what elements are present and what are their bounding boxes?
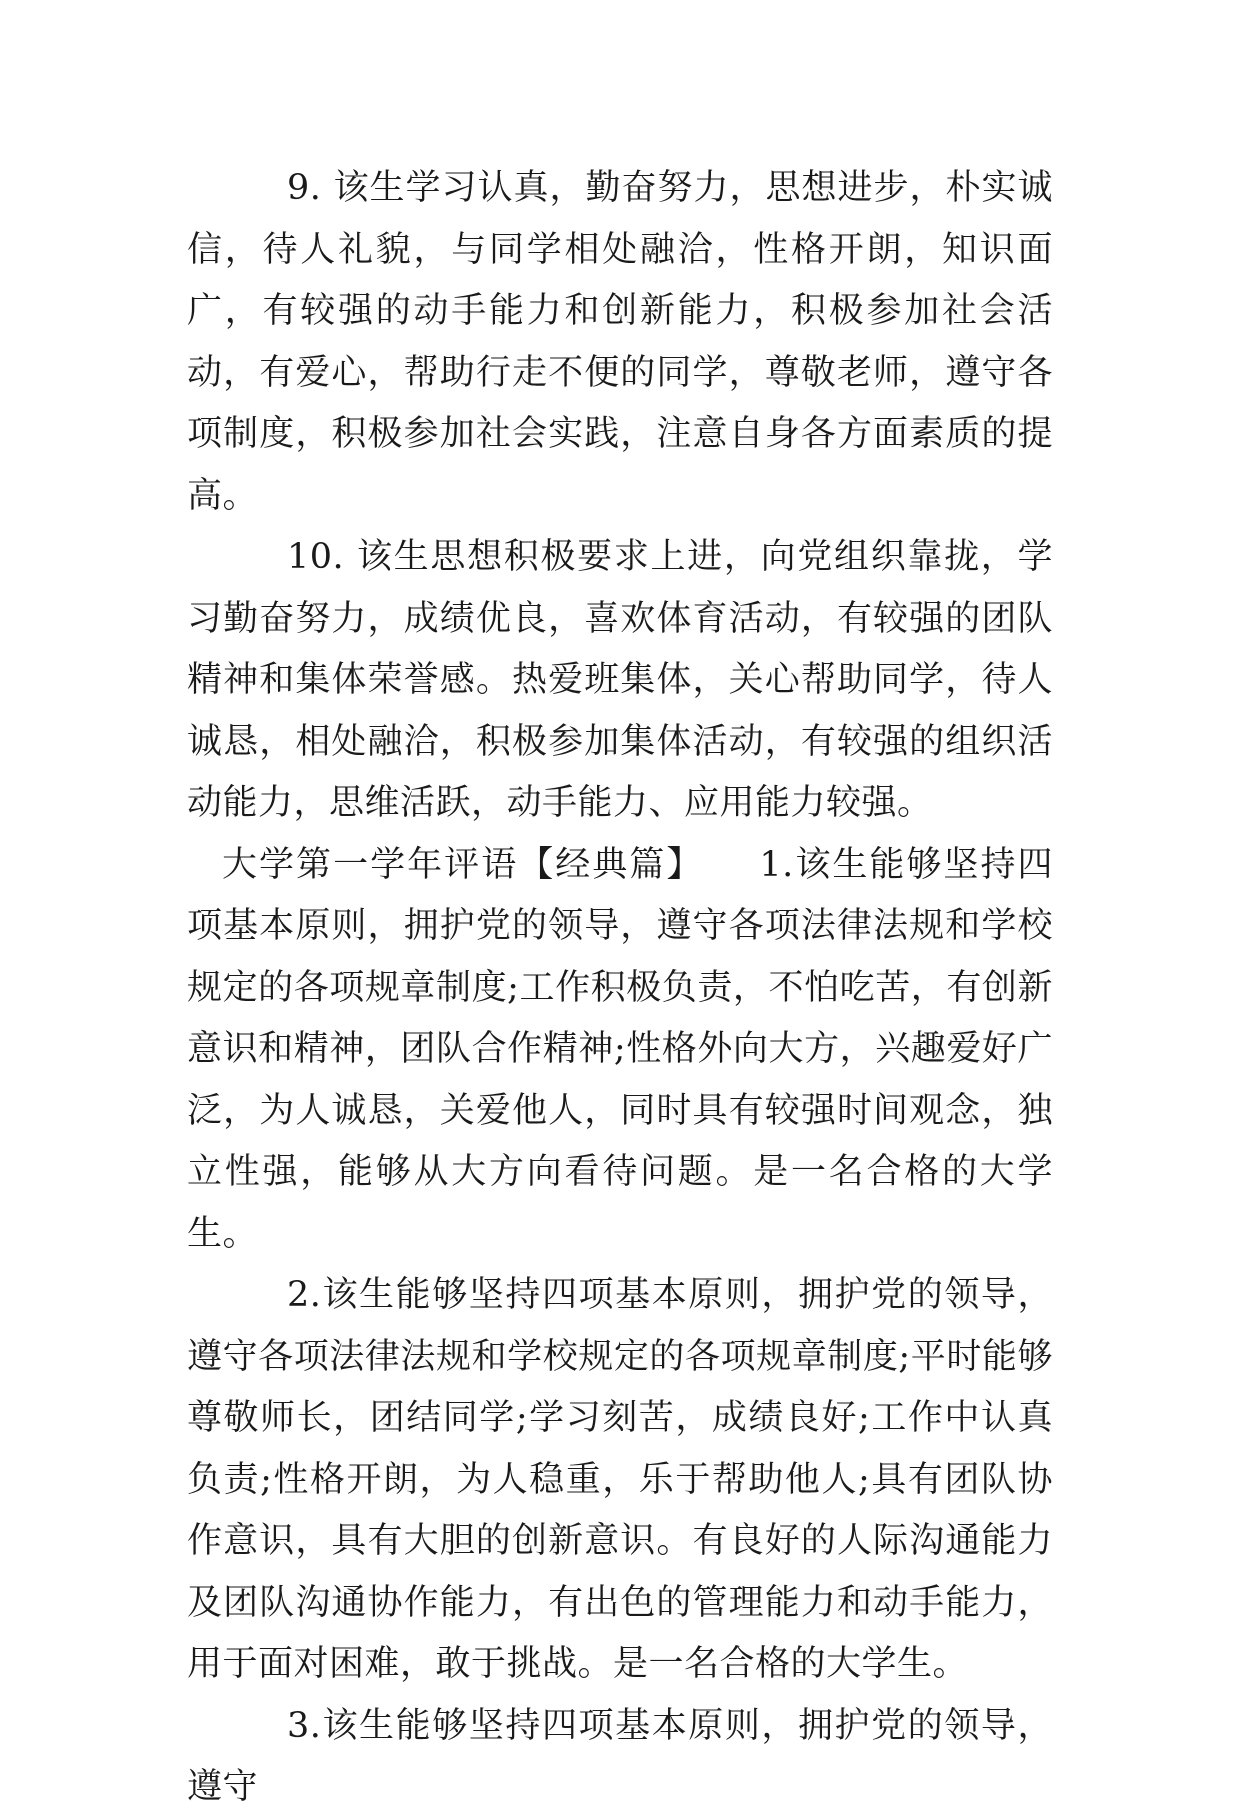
paragraph-comment-2 [187,1265,1053,1696]
paragraph-comment-9 [187,158,1053,527]
paragraph-section-start [187,835,1053,1266]
paragraph-text: 10. 该生思想积极要求上进，向党组织靠拢，学习勤奋努力，成绩优良，喜欢体育活动，有较强的团队精神和集体荣誉感。热爱班集体，关心帮助同学，待人诚恳，相处融洽，积极参加集体活动，有较强的组织活动能力，思维活跃，动手能力、应用能力较强。 [187,537,1053,823]
section-title: 大学第一学年评语【经典篇】 [222,844,704,885]
paragraph-comment-3 [187,1696,1053,1819]
paragraph-text: 9. 该生学习认真，勤奋努力，思想进步，朴实诚信，待人礼貌，与同学相处融洽，性格开朗，知识面广，有较强的动手能力和创新能力，积极参加社会活动，有爱心，帮助行走不便的同学，尊敬老师，遵守各项制度，积极参加社会实践，注意自身各方面素质的提高。 [187,168,1053,516]
paragraph-text: 1.该生能够坚持四项基本原则，拥护党的领导，遵守各项法律法规和学校规定的各项规章制度;工作积极负责，不怕吃苦，有创新意识和精神，团队合作精神;性格外向大方，兴趣爱好广泛，为人诚恳，关爱他人，同时具有较强时间观念，独立性强，能够从大方向看待问题。是一名合格的大学生。 [187,844,1053,1254]
paragraph-comment-10 [187,527,1053,835]
document-body [187,158,1053,1819]
paragraph-text: 3.该生能够坚持四项基本原则，拥护党的领导，遵守 [187,1705,1053,1807]
paragraph-text: 2.该生能够坚持四项基本原则，拥护党的领导，遵守各项法律法规和学校规定的各项规章制度;平时能够尊敬师长，团结同学;学习刻苦，成绩良好;工作中认真负责;性格开朗，为人稳重，乐于帮助他人;具有团队协作意识，具有大胆的创新意识。有良好的人际沟通能力及团队沟通协作能力，有出色的管理能力和动手能力，用于面对困难，敢于挑战。是一名合格的大学生。 [187,1275,1053,1684]
